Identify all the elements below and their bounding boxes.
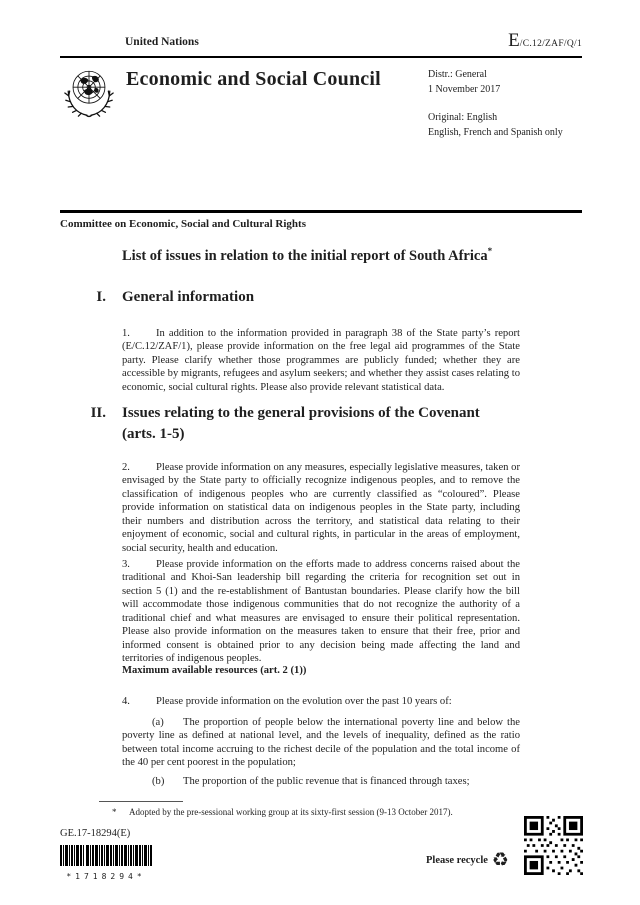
- barcode: [60, 845, 152, 881]
- section-2-numeral: II.: [90, 405, 106, 421]
- paragraph-1: [122, 327, 520, 395]
- paragraph-2-text: Please provide information on any measures, especially legislative measures, taken or envisaged by the State party to officially recognize indigenous peoples, and to remove the classification of indigenous peoples who are currently classified as “coloured”. Please provide information on statistical data on indigenous peoples in the State party, including their numbers and distribution across the territory, and statistical data relating to their enjoyment of economic, social and cultural rights, in particular in the areas of employment, social security, health and education.: [122, 461, 520, 554]
- section-1-title: General information: [122, 289, 255, 305]
- paragraph-2: [122, 461, 520, 556]
- section-2-title-line1: Issues relating to the general provisions of the Covenant: [122, 405, 480, 421]
- recycle-notice: [426, 851, 509, 870]
- council-title: Economic and Social Council: [126, 68, 381, 90]
- section-2-title-line2: (arts. 1-5): [122, 426, 185, 442]
- paragraph-4-text: Please provide information on the evolution over the past 10 years of:: [156, 695, 452, 707]
- paragraph-2-number: 2.: [122, 461, 130, 473]
- recycle-icon: ♻: [491, 849, 509, 871]
- issue-info-block: [428, 68, 563, 140]
- paragraph-4a: [122, 716, 520, 770]
- date-line: 1 November 2017: [428, 83, 501, 95]
- document-title-text: List of issues in relation to the initial report of South Africa: [122, 248, 488, 264]
- spacer: [428, 97, 563, 111]
- section-2-title: [122, 403, 502, 445]
- document-symbol-series: E: [508, 30, 520, 51]
- recycle-label: Please recycle: [426, 855, 488, 866]
- languages-line: English, French and Spanish only: [428, 126, 563, 138]
- footnote-text: Adopted by the pre-sessional working group at its sixty-first session (9-13 October 2017).: [129, 807, 453, 817]
- paragraph-4b: [122, 775, 520, 789]
- subheading-max-resources: Maximum available resources (art. 2 (1)): [122, 665, 307, 676]
- title-footnote-marker: *: [487, 246, 493, 256]
- footnote-marker: *: [112, 807, 117, 817]
- paragraph-3-text: Please provide information on the efforts made to address concerns raised about the traditional and Khoi-San leadership bill regarding the criteria for recognition set out in section 5 (1) and the re-establishment of Bantustan boundaries. Please clarify how the bill will accommodate those indigenous communities that do not recognize the authority of a traditional chief and what measures are envisaged to ensure their political representation. Please also provide information on the measures taken to ensure that their free, prior and informed consent is obtained prior to any decision being made affecting the land and territories of indigenous peoples.: [122, 558, 520, 665]
- section-2-heading: [88, 403, 502, 445]
- barcode-icon: [60, 845, 152, 866]
- barcode-digits: *1718294*: [66, 872, 146, 881]
- paragraph-4b-label: (b): [152, 775, 165, 787]
- paragraph-3: [122, 558, 520, 666]
- un-emblem-icon: [60, 64, 118, 122]
- paragraph-3-number: 3.: [122, 558, 130, 570]
- footnote: [112, 807, 582, 817]
- distr-line: Distr.: General: [428, 69, 487, 80]
- paragraph-1-text: In addition to the information provided in paragraph 38 of the State party’s report (E/C.12/ZAF/1), please provide information on the free legal aid programmes of the State party. Please clarify whether those programmes are publicly funded; whether they are accessible by migrants, refugees and asylum seekers; and whether they assist cases relating to economic, social cultural rights. Please also provide relevant statistical data.: [122, 327, 520, 393]
- original-language-line: Original: English: [428, 112, 498, 123]
- paragraph-4a-label: (a): [152, 716, 164, 728]
- paragraph-4-number: 4.: [122, 695, 130, 707]
- section-1-heading: [88, 287, 502, 308]
- org-name: United Nations: [125, 36, 199, 48]
- ge-number: GE.17-18294(E): [60, 828, 131, 839]
- committee-name: Committee on Economic, Social and Cultural Rights: [60, 218, 306, 230]
- footnote-rule: [99, 801, 183, 802]
- document-symbol: [508, 30, 582, 52]
- paragraph-4b-text: The proportion of the public revenue that is financed through taxes;: [183, 775, 470, 787]
- qr-code-icon: [524, 816, 583, 875]
- paragraph-1-number: 1.: [122, 327, 130, 339]
- section-rule: [60, 210, 582, 213]
- document-title: [122, 246, 542, 265]
- section-1-numeral: I.: [96, 289, 106, 305]
- paragraph-4: [122, 695, 520, 709]
- paragraph-4a-text: The proportion of people below the international poverty line and below the poverty line as defined at national level, and the levels of inequality, defined as the ratio between total income accruing to the richest decile of the population and the total income of the 40 per cent poorest in the population;: [122, 716, 520, 769]
- document-symbol-number: /C.12/ZAF/Q/1: [519, 39, 582, 49]
- header-rule: [60, 56, 582, 58]
